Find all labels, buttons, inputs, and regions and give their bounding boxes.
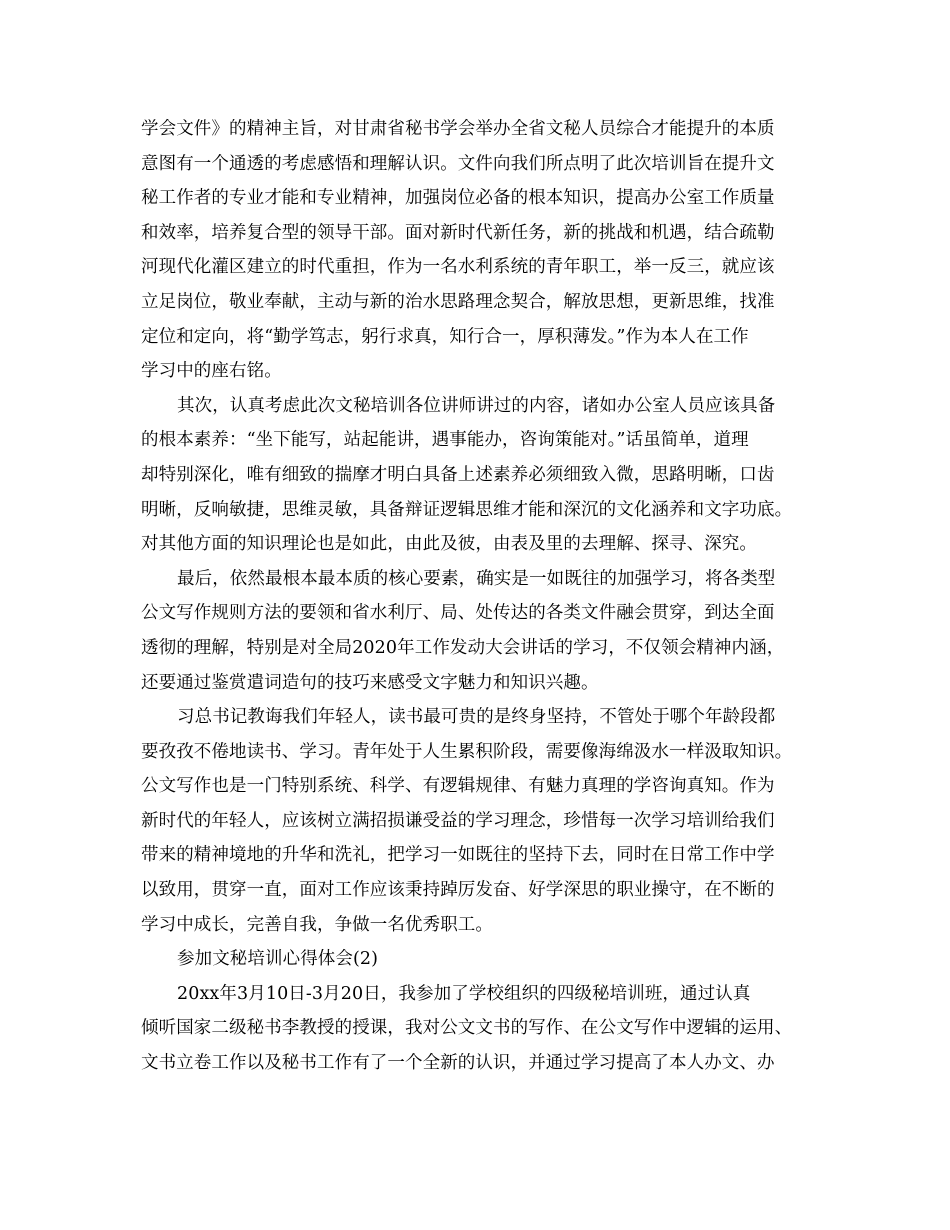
text-line: 还要通过鉴赏遣词造句的技巧来感受文字魅力和知识兴趣。 — [141, 672, 599, 693]
text-line: 河现代化灌区建立的时代重担，作为一名水利系统的青年职工，举一反三，就应该 — [141, 257, 775, 278]
text-line: 以致用，贯穿一直，面对工作应该秉持踔厉发奋、好学深思的职业操守，在不断的 — [141, 880, 775, 901]
text-line: 最后，依然最根本最本质的核心要素，确实是一如既往的加强学习，将各类型 — [177, 568, 776, 589]
text-line: 对其他方面的知识理论也是如此，由此及彼，由表及里的去理解、探寻、深究。 — [141, 534, 757, 555]
text-line: 要孜孜不倦地读书、学习。青年处于人生累积阶段，需要像海绵汲水一样汲取知识。 — [141, 741, 793, 762]
text-line: 透彻的理解，特别是对全局2020年工作发动大会讲话的学习，不仅领会精神内涵， — [141, 637, 785, 658]
text-line: 的根本素养：“坐下能写，站起能讲，遇事能办，咨询策能对。”话虽简单，道理 — [141, 430, 749, 451]
text-line: 公文写作规则方法的要领和省水利厅、局、处传达的各类文件融会贯穿，到达全面 — [141, 603, 775, 624]
text-line: 新时代的年轻人，应该树立满招损谦受益的学习理念，珍惜每一次学习培训给我们 — [141, 810, 775, 831]
text-line: 20xx年3月10日-3月20日，我参加了学校组织的四级秘培训班，通过认真 — [177, 983, 751, 1004]
text-line: 学习中成长，完善自我，争做一名优秀职工。 — [141, 914, 493, 935]
document-body — [141, 112, 831, 1081]
text-line: 定位和定向，将“勤学笃志，躬行求真，知行合一，厚积薄发。”作为本人在工作 — [141, 326, 749, 347]
text-line: 秘工作者的专业才能和专业精神，加强岗位必备的根本知识，提高办公室工作质量 — [141, 188, 775, 209]
text-line: 却特别深化，唯有细致的揣摩才明白具备上述素养必须细致入微，思路明晰，口齿 — [141, 464, 775, 485]
text-line: 文书立卷工作以及秘书工作有了一个全新的认识，并通过学习提高了本人办文、办 — [141, 1053, 775, 1074]
text-line: 学会文件》的精神主旨，对甘肃省秘书学会举办全省文秘人员综合才能提升的本质 — [141, 119, 775, 139]
text-line: 学习中的座右铭。 — [141, 361, 282, 382]
text-line: 参加文秘培训心得体会(2) — [177, 949, 379, 970]
text-line: 意图有一个通透的考虑感悟和理解认识。文件向我们所点明了此次培训旨在提升文 — [141, 153, 775, 174]
text-line: 倾听国家二级秘书李教授的授课，我对公文文书的写作、在公文写作中逻辑的运用、 — [141, 1018, 793, 1039]
text-line: 和效率，培养复合型的领导干部。面对新时代新任务，新的挑战和机遇，结合疏勒 — [141, 222, 775, 243]
text-line: 习总书记教诲我们年轻人，读书最可贵的是终身坚持，不管处于哪个年龄段都 — [177, 707, 776, 728]
text-line: 明晰，反响敏捷，思维灵敏，具备辩证逻辑思维才能和深沉的文化涵养和文字功底。 — [141, 499, 793, 520]
text-line: 其次，认真考虑此次文秘培训各位讲师讲过的内容，诸如办公室人员应该具备 — [177, 395, 776, 416]
text-line: 公文写作也是一门特别系统、科学、有逻辑规律、有魅力真理的学咨询真知。作为 — [141, 776, 775, 797]
text-line: 立足岗位，敬业奉献，主动与新的治水思路理念契合，解放思想，更新思维，找准 — [141, 291, 775, 312]
text-line: 带来的精神境地的升华和洗礼，把学习一如既往的坚持下去，同时在日常工作中学 — [141, 845, 775, 866]
